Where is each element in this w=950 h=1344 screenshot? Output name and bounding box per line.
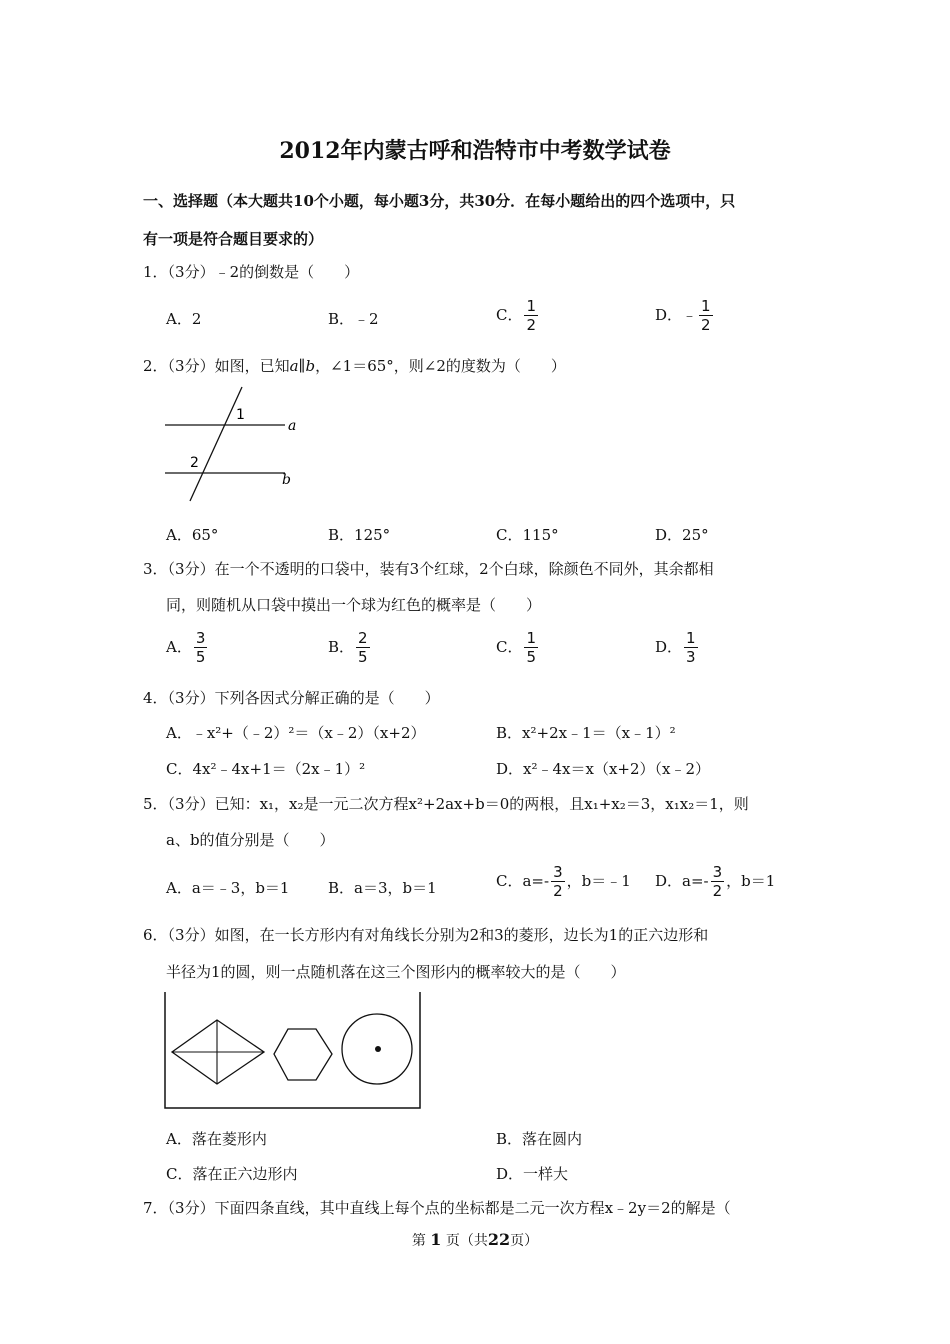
q5-option-c bbox=[496, 865, 631, 899]
q5-d-tail: ，b＝1 bbox=[726, 872, 776, 890]
q2-angle-1-label: 1 bbox=[236, 407, 245, 423]
q3-option-a bbox=[166, 631, 209, 665]
q3-option-b bbox=[328, 631, 372, 665]
q5-d-numerator: 3 bbox=[712, 863, 723, 881]
q5-option-a: A．a＝﹣3，b＝1 bbox=[166, 879, 290, 897]
q5-c-label: C．a=- bbox=[496, 872, 550, 890]
q5-c-numerator: 3 bbox=[553, 863, 563, 881]
q3-b-denominator: 5 bbox=[358, 648, 368, 666]
q2-stem-b: b bbox=[305, 357, 316, 375]
q2-stem-a: a bbox=[289, 357, 299, 375]
q6-option-a: A．落在菱形内 bbox=[166, 1130, 267, 1148]
question-4-stem: 4．（3分）下列各因式分解正确的是（ ） bbox=[143, 689, 440, 707]
q4-option-b: B．x²+2x﹣1＝（x﹣1）² bbox=[496, 724, 676, 742]
q1-c-numerator: 1 bbox=[526, 297, 537, 315]
q1-option-d-fraction bbox=[699, 299, 713, 333]
question-6-line2: 半径为1的圆，则一点随机落在这三个图形内的概率较大的是（ ） bbox=[166, 963, 626, 981]
question-6-line1: 6．（3分）如图，在一长方形内有对角线长分别为2和3的菱形，边长为1的正六边形和 bbox=[143, 926, 709, 944]
q3-a-denominator: 5 bbox=[195, 648, 206, 666]
q3-c-fraction bbox=[524, 631, 538, 665]
q5-d-denominator: 2 bbox=[712, 882, 723, 900]
q3-b-fraction bbox=[356, 631, 370, 665]
footer-mid: 页（共 bbox=[445, 1233, 488, 1249]
q5-option-b: B．a＝3，b＝1 bbox=[328, 879, 437, 897]
q6-option-c: C．落在正六边形内 bbox=[166, 1165, 298, 1183]
q2-line-a-label: a bbox=[288, 418, 297, 434]
q2-option-c: C．115° bbox=[496, 526, 559, 544]
q1-option-c-fraction bbox=[524, 299, 538, 333]
q5-c-denominator: 2 bbox=[553, 882, 563, 900]
footer-post: 页） bbox=[510, 1233, 539, 1249]
q6-circle-center bbox=[375, 1046, 381, 1052]
q3-a-fraction bbox=[194, 631, 208, 665]
q3-option-c bbox=[496, 631, 540, 665]
question-3-line1: 3．（3分）在一个不透明的口袋中，装有3个红球，2个白球，除颜色不同外，其余都相 bbox=[143, 560, 714, 578]
q1-option-d bbox=[655, 299, 715, 333]
q5-d-fraction bbox=[711, 865, 725, 899]
page-title: 2012年内蒙古呼和浩特市中考数学试卷 bbox=[279, 138, 671, 164]
q3-d-denominator: 3 bbox=[686, 648, 696, 666]
question-1-stem: 1．（3分）﹣2的倒数是（ ） bbox=[143, 263, 360, 281]
section-heading-line1: 一、选择题（本大题共10个小题，每小题3分，共30分．在每小题给出的四个选项中，只 bbox=[143, 192, 736, 210]
q2-transversal bbox=[190, 387, 242, 501]
q3-a-numerator: 3 bbox=[195, 629, 206, 647]
question-7-line1: 7．（3分）下面四条直线，其中直线上每个点的坐标都是二元一次方程x﹣2y＝2的解是（ bbox=[143, 1199, 731, 1217]
q3-option-d bbox=[655, 631, 700, 665]
q5-c-tail: ，b＝﹣1 bbox=[566, 872, 631, 890]
q6-option-b: B．落在圆内 bbox=[496, 1130, 583, 1148]
q2-line-b-label: b bbox=[282, 472, 291, 488]
q2-stem-parallel: ∥ bbox=[298, 357, 306, 375]
q3-d-label: D． bbox=[655, 638, 683, 656]
q1-option-a: A．2 bbox=[166, 310, 202, 328]
q1-c-denominator: 2 bbox=[526, 316, 537, 334]
q3-c-denominator: 5 bbox=[526, 648, 537, 666]
q1-d-numerator: 1 bbox=[701, 297, 711, 315]
q2-option-d: D．25° bbox=[655, 526, 709, 544]
footer-page-number: 1 bbox=[430, 1230, 442, 1249]
q1-option-d-label: D．﹣ bbox=[655, 306, 698, 324]
q6-hexagon bbox=[274, 1029, 332, 1080]
page-footer bbox=[0, 1230, 950, 1250]
q2-stem-pre: 2．（3分）如图，已知 bbox=[143, 357, 290, 375]
question-5-line2: a、b的值分别是（ ） bbox=[166, 831, 335, 849]
q1-option-c bbox=[496, 299, 540, 333]
q3-b-numerator: 2 bbox=[358, 629, 368, 647]
q5-d-label: D．a=- bbox=[655, 872, 709, 890]
q3-b-label: B． bbox=[328, 638, 355, 656]
footer-total-pages: 22 bbox=[487, 1230, 511, 1249]
q4-option-c: C．4x²﹣4x+1＝（2x﹣1）² bbox=[166, 760, 366, 778]
q1-option-c-label: C． bbox=[496, 306, 523, 324]
section-heading-line2: 有一项是符合题目要求的） bbox=[143, 230, 324, 248]
q1-option-b: B．﹣2 bbox=[328, 310, 379, 328]
q4-option-d: D．x²﹣4x＝x（x+2）（x﹣2） bbox=[496, 760, 711, 778]
q2-option-b: B．125° bbox=[328, 526, 391, 544]
question-3-line2: 同，则随机从口袋中摸出一个球为红色的概率是（ ） bbox=[166, 596, 542, 614]
question-5-line1: 5．（3分）已知：x₁，x₂是一元二次方程x²+2ax+b＝0的两根，且x₁+x₂＝3，x₁x₂＝1，则 bbox=[143, 795, 749, 813]
q1-d-denominator: 2 bbox=[701, 316, 711, 334]
q2-angle-2-label: 2 bbox=[190, 455, 199, 471]
q3-a-label: A． bbox=[166, 638, 192, 656]
q5-option-d bbox=[655, 865, 775, 899]
q2-parallel-lines-figure bbox=[160, 383, 305, 508]
question-2-stem bbox=[143, 355, 566, 376]
q3-d-numerator: 1 bbox=[686, 629, 696, 647]
q3-c-label: C． bbox=[496, 638, 523, 656]
q5-c-fraction bbox=[551, 865, 565, 899]
q4-option-a: A．﹣x²+（﹣2）²＝（x﹣2）（x+2） bbox=[166, 724, 426, 742]
q2-option-a: A．65° bbox=[166, 526, 219, 544]
q3-d-fraction bbox=[684, 631, 698, 665]
q6-shapes-figure bbox=[162, 988, 424, 1113]
q3-c-numerator: 1 bbox=[526, 629, 537, 647]
q2-stem-post: ，∠1＝65°，则∠2的度数为（ ） bbox=[315, 357, 566, 375]
q6-rectangle bbox=[165, 992, 420, 1108]
footer-pre: 第 bbox=[411, 1233, 426, 1249]
q6-option-d: D．一样大 bbox=[496, 1165, 569, 1183]
